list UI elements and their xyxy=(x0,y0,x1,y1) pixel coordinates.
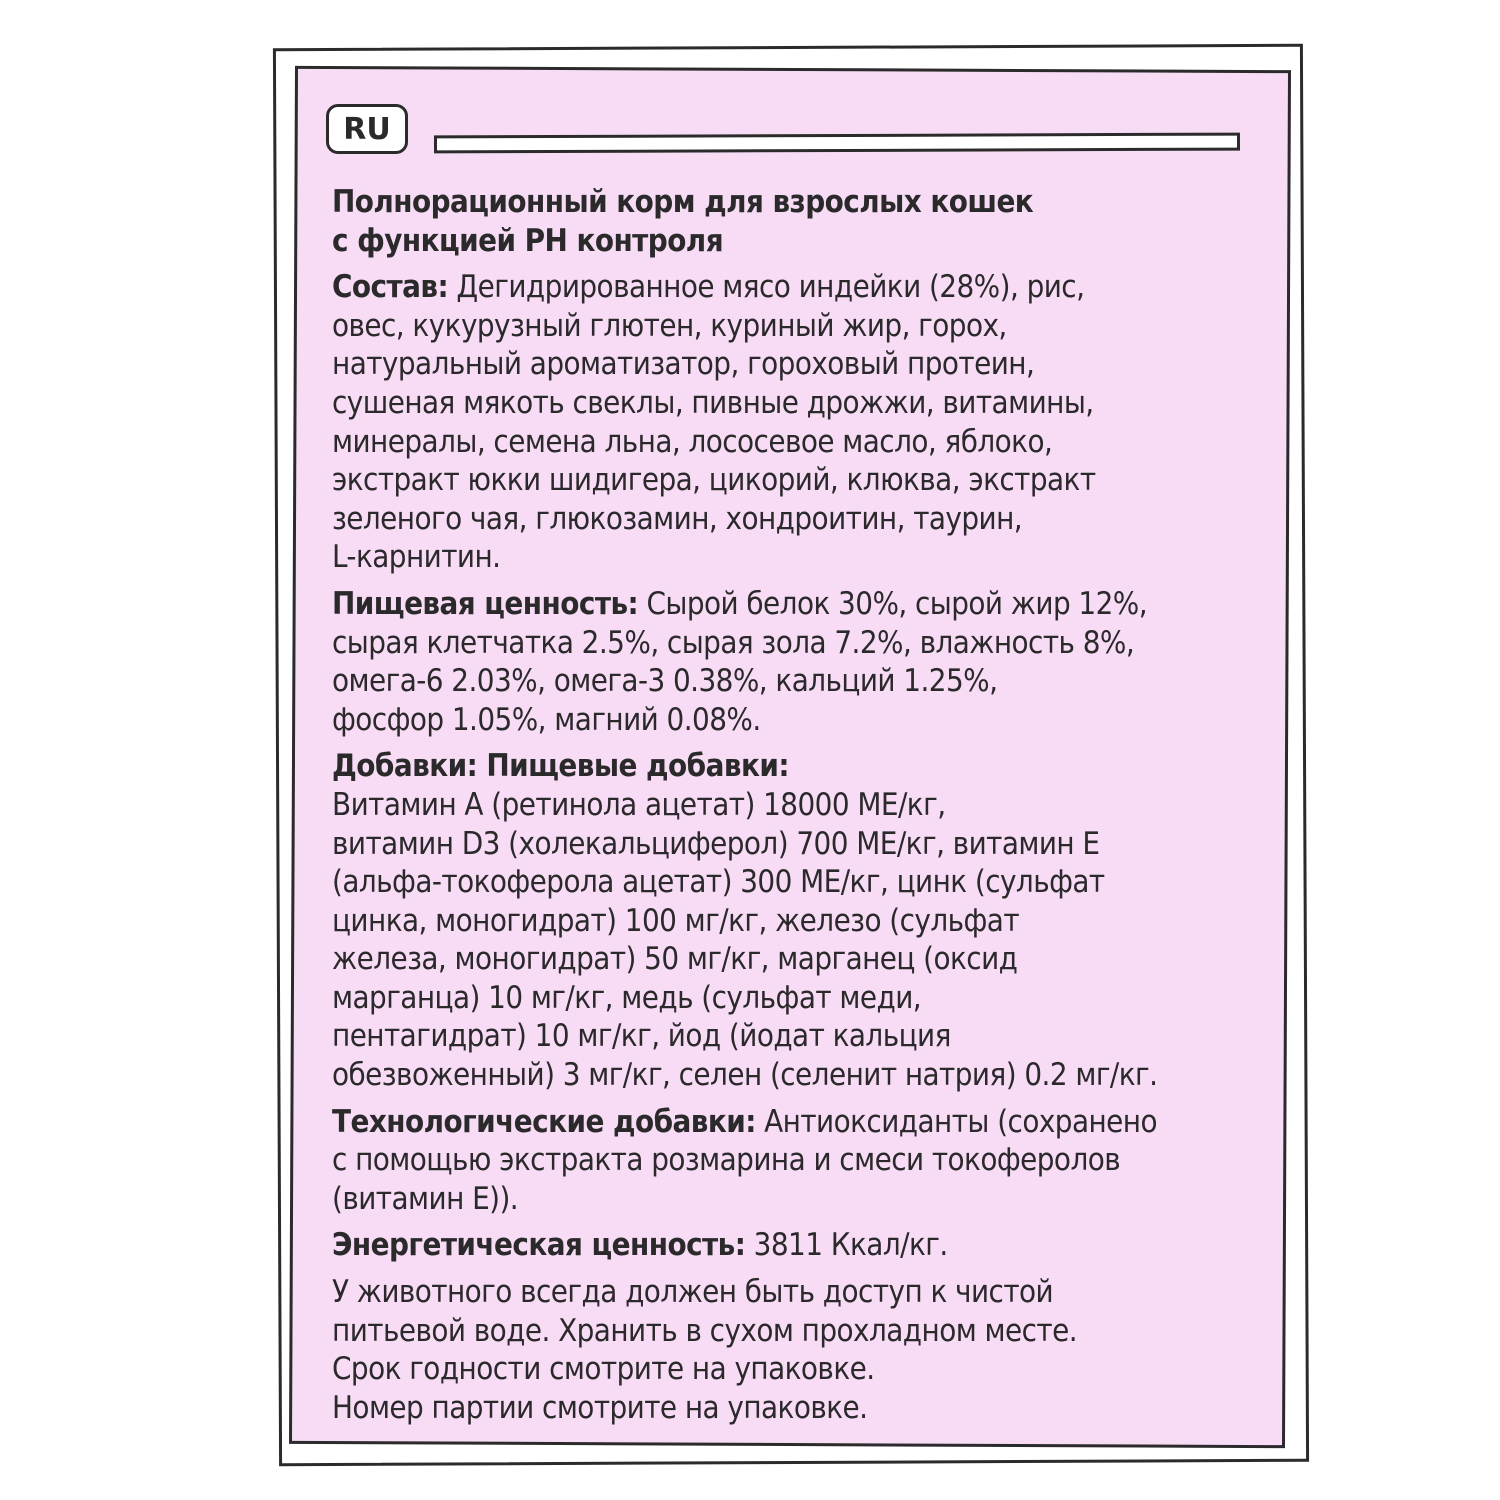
tech-additives-label: Технологические добавки: xyxy=(332,1103,756,1140)
additives-line: витамин D3 (холекальциферол) 700 МЕ/кг, витамин Е xyxy=(332,825,1100,862)
additives-line: пентагидрат) 10 мг/кг, йод (йодат кальция xyxy=(332,1018,951,1055)
nutrition-line: омега-6 2.03%, омега-3 0.38%, кальций 1.25%, xyxy=(332,663,998,700)
header-divider xyxy=(434,133,1240,154)
composition-line: сушеная мякоть свеклы, пивные дрожжи, витамины, xyxy=(332,384,1094,421)
nutrition-line: Сырой белок 30%, сырой жир 12%, xyxy=(638,585,1148,622)
energy-label: Энергетическая ценность: xyxy=(332,1227,746,1264)
note-line: питьевой воде. Хранить в сухом прохладном месте. xyxy=(332,1312,1078,1349)
additives-line: обезвоженный) 3 мг/кг, селен (селенит натрия) 0.2 мг/кг. xyxy=(332,1057,1158,1094)
additives-line: цинка, моногидрат) 100 мг/кг, железо (сульфат xyxy=(332,902,1020,939)
additives-section xyxy=(332,747,1312,1094)
tech-additives-line: с помощью экстракта розмарина и смеси токоферолов xyxy=(332,1142,1121,1179)
note-line: У животного всегда должен быть доступ к чистой xyxy=(332,1274,1054,1311)
label-content xyxy=(332,183,1312,1435)
tech-additives-section xyxy=(332,1103,1312,1219)
additives-line: марганца) 10 мг/кг, медь (сульфат меди, xyxy=(332,979,922,1016)
nutrition-line: сырая клетчатка 2.5%, сырая зола 7.2%, влажность 8%, xyxy=(332,624,1135,661)
additives-line: Витамин А (ретинола ацетат) 18000 МЕ/кг, xyxy=(332,786,946,823)
composition-line: минералы, семена льна, лососевое масло, яблоко, xyxy=(332,423,1053,460)
note-line: Срок годности смотрите на упаковке. xyxy=(332,1351,875,1388)
additives-line: железа, моногидрат) 50 мг/кг, марганец (оксид xyxy=(332,941,1018,978)
notes-section xyxy=(332,1273,1312,1427)
language-badge: RU xyxy=(326,104,408,154)
nutrition-line: фосфор 1.05%, магний 0.08%. xyxy=(332,701,761,738)
additives-line: (альфа-токоферола ацетат) 300 МЕ/кг, цинк (сульфат xyxy=(332,864,1105,901)
energy-value: 3811 Ккал/кг. xyxy=(745,1227,948,1264)
composition-line: зеленого чая, глюкозамин, хондроитин, таурин, xyxy=(332,500,1023,537)
tech-additives-line: Антиоксиданты (сохранено xyxy=(755,1103,1157,1140)
composition-label: Состав: xyxy=(332,269,449,306)
energy-section xyxy=(332,1226,1312,1265)
composition-line: овес, кукурузный глютен, куриный жир, горох, xyxy=(332,307,1007,344)
composition-line: экстракт юкки шидигера, цикорий, клюква, экстракт xyxy=(332,462,1096,499)
title-line: с функцией PH контроля xyxy=(332,222,724,259)
composition-line: Дегидрированное мясо индейки (28%), рис, xyxy=(448,269,1085,306)
nutrition-label: Пищевая ценность: xyxy=(332,585,639,622)
title-line: Полнорационный корм для взрослых кошек xyxy=(332,184,1034,220)
nutrition-section xyxy=(332,585,1312,739)
note-line: Номер партии смотрите на упаковке. xyxy=(332,1389,868,1426)
composition-line: L-карнитин. xyxy=(332,539,501,576)
tech-additives-line: (витамин Е)). xyxy=(332,1180,519,1217)
composition-section xyxy=(332,268,1312,577)
product-title xyxy=(332,183,1312,260)
additives-label: Добавки: Пищевые добавки: xyxy=(332,748,789,785)
composition-line: натуральный ароматизатор, гороховый протеин, xyxy=(332,346,1035,383)
